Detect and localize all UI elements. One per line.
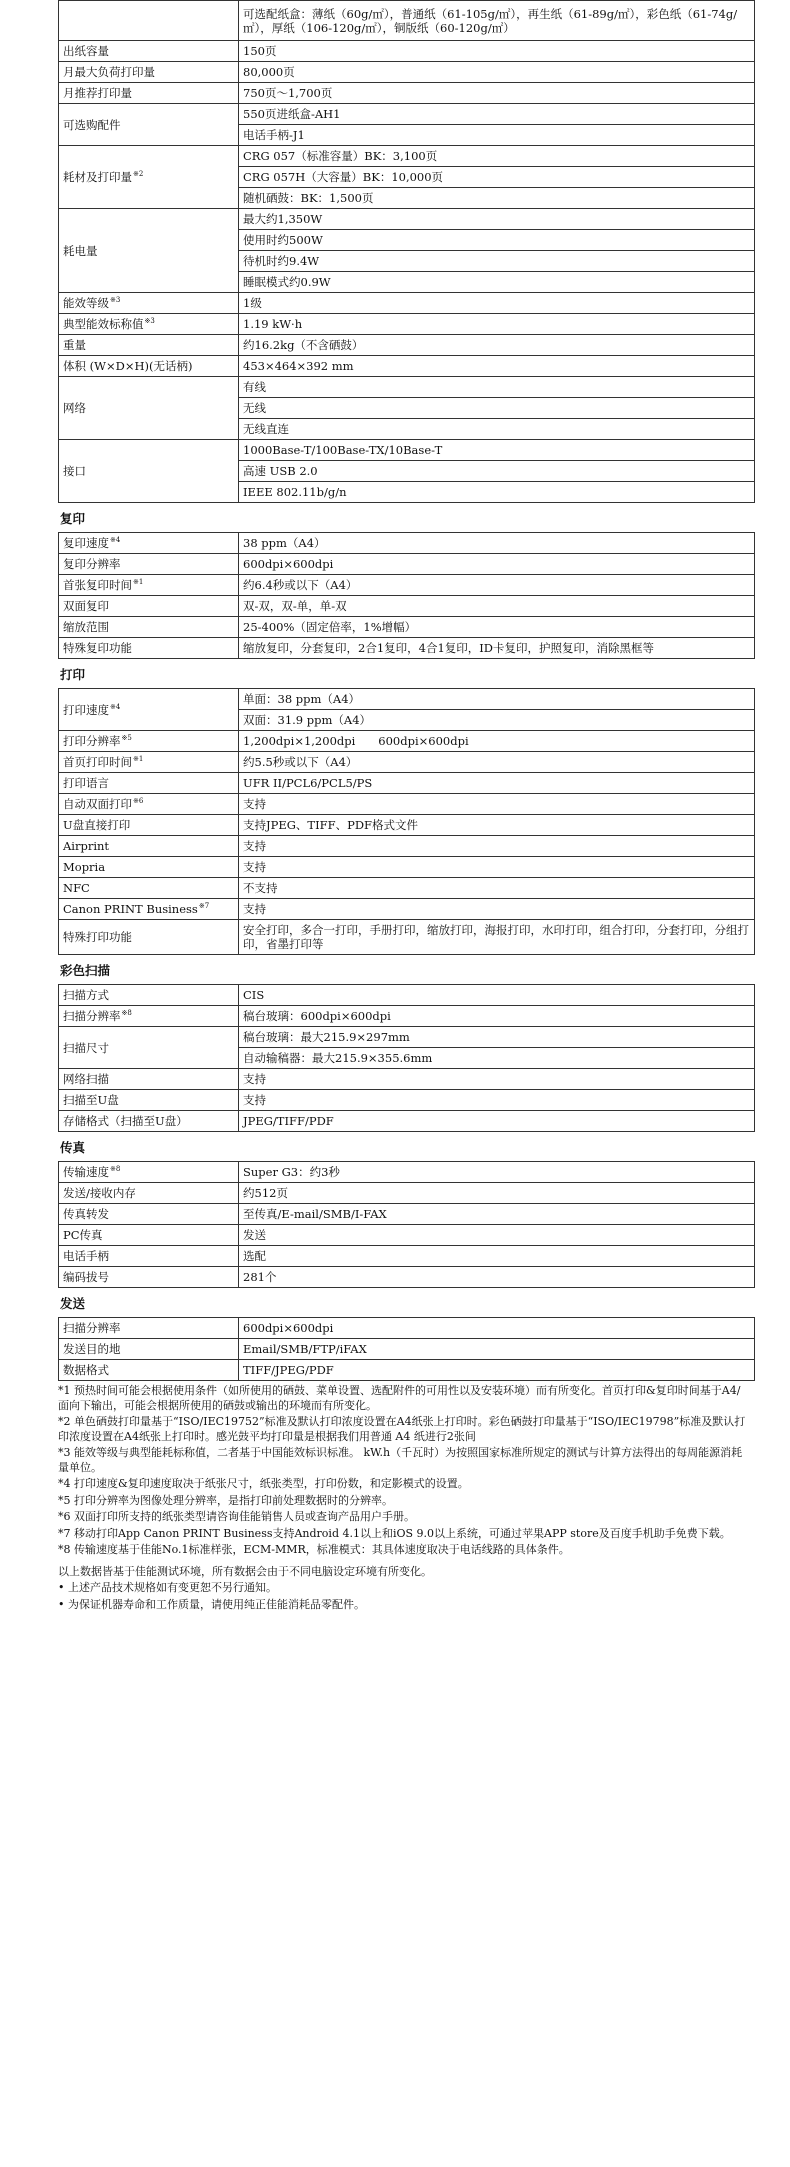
spec-row <box>59 335 755 356</box>
spec-row <box>59 1339 755 1360</box>
spec-row <box>59 209 755 230</box>
spec-label-text: 接口 <box>63 464 86 478</box>
spec-label <box>59 899 239 920</box>
spec-row <box>59 377 755 398</box>
spec-label <box>59 533 239 554</box>
spec-value: 550页进纸盒-AH1 <box>239 104 755 125</box>
spec-label <box>59 985 239 1006</box>
spec-label-text: 扫描分辨率 <box>63 1009 121 1023</box>
spec-sheet <box>58 0 748 1614</box>
spec-value: 待机时约9.4W <box>239 251 755 272</box>
spec-label <box>59 1 239 41</box>
spec-row <box>59 752 755 773</box>
spec-value: 随机硒鼓：BK：1,500页 <box>239 188 755 209</box>
footnote-ref: ※7 <box>198 902 210 911</box>
spec-label <box>59 1318 239 1339</box>
spec-row <box>59 104 755 125</box>
spec-label <box>59 638 239 659</box>
spec-value: CRG 057H（大容量）BK：10,000页 <box>239 167 755 188</box>
spec-label-text: 打印速度 <box>63 702 109 717</box>
spec-label <box>59 1360 239 1381</box>
footnote-ref: ※3 <box>144 317 155 326</box>
spec-label <box>59 335 239 356</box>
spec-row <box>59 857 755 878</box>
spec-label <box>59 104 239 146</box>
spec-value: 453×464×392 mm <box>239 356 755 377</box>
spec-label <box>59 920 239 955</box>
footnote: *4 打印速度&复印速度取决于纸张尺寸，纸张类型，打印份数，和定影模式的设置。 <box>58 1477 469 1490</box>
footnote-ref: ※6 <box>133 797 144 806</box>
spec-label-text: 打印分辨率 <box>63 734 121 748</box>
spec-row <box>59 836 755 857</box>
spec-row <box>59 62 755 83</box>
spec-value: UFR II/PCL6/PCL5/PS <box>239 773 755 794</box>
spec-label-text: 传输速度 <box>63 1165 109 1179</box>
spec-row <box>59 1267 755 1288</box>
spec-value: 支持 <box>239 857 755 878</box>
spec-row <box>59 440 755 461</box>
spec-value: 25-400%（固定倍率，1%增幅） <box>239 617 755 638</box>
spec-label-text: 耗材及打印量 <box>63 170 132 184</box>
section-title-scan: 彩色扫描 <box>60 963 111 978</box>
spec-row <box>59 554 755 575</box>
spec-label-text: 典型能效标称值 <box>63 317 144 331</box>
spec-label <box>59 377 239 440</box>
spec-value: 安全打印，多合一打印，手册打印，缩放打印，海报打印，水印打印，组合打印，分套打印，分组打印，省墨打印等 <box>239 920 755 955</box>
footnotes <box>58 1384 748 1612</box>
spec-row <box>59 815 755 836</box>
spec-label-text: NFC <box>63 881 90 895</box>
footnote-ref: ※4 <box>110 702 121 711</box>
spec-label-text: 首页打印时间 <box>63 755 132 769</box>
spec-label <box>59 62 239 83</box>
spec-label-text: 电话手柄 <box>63 1249 109 1263</box>
spec-row <box>59 985 755 1006</box>
spec-label-text: 耗电量 <box>63 243 98 258</box>
spec-label-text: 网络扫描 <box>63 1072 109 1086</box>
spec-row <box>59 878 755 899</box>
spec-value: 支持 <box>239 899 755 920</box>
spec-value: 双-双，双-单，单-双 <box>239 596 755 617</box>
spec-table-copy <box>58 532 755 659</box>
spec-label <box>59 1027 239 1069</box>
spec-row <box>59 1027 755 1048</box>
spec-label-text: 体积 (W×D×H)(无话柄) <box>63 359 193 373</box>
spec-label <box>59 752 239 773</box>
spec-label <box>59 293 239 314</box>
footnote-ref: ※2 <box>133 170 144 179</box>
spec-label <box>59 1339 239 1360</box>
footnote: *5 打印分辨率为图像处理分辨率，是指打印前处理数据时的分辨率。 <box>58 1493 393 1507</box>
spec-row <box>59 731 755 752</box>
spec-value: Super G3：约3秒 <box>239 1162 755 1183</box>
spec-row <box>59 1162 755 1183</box>
spec-value: 支持 <box>239 836 755 857</box>
spec-value: 无线 <box>239 398 755 419</box>
spec-label-text: 自动双面打印 <box>63 797 132 811</box>
spec-table-send <box>58 1317 755 1381</box>
spec-label <box>59 596 239 617</box>
spec-label <box>59 146 239 209</box>
spec-value: 支持 <box>239 1069 755 1090</box>
spec-row <box>59 689 755 710</box>
spec-value: 选配 <box>239 1246 755 1267</box>
spec-row <box>59 1246 755 1267</box>
spec-label-text: 重量 <box>63 338 86 352</box>
spec-value: 80,000页 <box>239 62 755 83</box>
spec-label <box>59 209 239 293</box>
spec-row <box>59 1090 755 1111</box>
footnote: • 为保证机器寿命和工作质量，请使用纯正佳能消耗品零配件。 <box>58 1597 365 1611</box>
spec-value: 稿台玻璃：最大215.9×297mm <box>239 1027 755 1048</box>
spec-row <box>59 1 755 41</box>
section-title-fax: 传真 <box>60 1140 86 1155</box>
spec-label <box>59 1162 239 1183</box>
spec-label <box>59 773 239 794</box>
spec-value: 发送 <box>239 1225 755 1246</box>
spec-value: 不支持 <box>239 878 755 899</box>
spec-value: 双面：31.9 ppm（A4） <box>239 710 755 731</box>
spec-label-text: 扫描分辨率 <box>63 1321 121 1335</box>
footnote: • 上述产品技术规格如有变更恕不另行通知。 <box>58 1581 277 1594</box>
spec-row <box>59 899 755 920</box>
spec-label <box>59 1006 239 1027</box>
spec-table-fax <box>58 1161 755 1288</box>
spec-label-text: 能效等级 <box>63 296 109 310</box>
spec-value: 281个 <box>239 1267 755 1288</box>
spec-label-text: Canon PRINT Business <box>63 902 198 916</box>
spec-value: 睡眠模式约0.9W <box>239 272 755 293</box>
spec-value: 使用时约500W <box>239 230 755 251</box>
spec-label <box>59 1246 239 1267</box>
spec-label-text: 出纸容量 <box>63 44 109 58</box>
spec-label-text: 特殊打印功能 <box>63 930 132 944</box>
spec-value: 约5.5秒或以下（A4） <box>239 752 755 773</box>
spec-value: 1级 <box>239 293 755 314</box>
spec-label <box>59 617 239 638</box>
spec-value: 1000Base-T/100Base-TX/10Base-T <box>239 440 755 461</box>
spec-row <box>59 293 755 314</box>
spec-row <box>59 83 755 104</box>
spec-value: 支持JPEG、TIFF、PDF格式文件 <box>239 815 755 836</box>
spec-value: JPEG/TIFF/PDF <box>239 1111 755 1132</box>
spec-row <box>59 1006 755 1027</box>
footnote: *2 单色硒鼓打印量基于“ISO/IEC19752”标准及默认打印浓度设置在A4纸张上打印时。彩色硒鼓打印量基于“ISO/IEC19798”标准及默认打印浓度设置在A4纸张上打印时。感光鼓平均打印量是根据我们用普通 A4 纸进行2张间 <box>58 1415 746 1443</box>
spec-label-text: 发送目的地 <box>63 1342 121 1356</box>
spec-label <box>59 857 239 878</box>
spec-row <box>59 1183 755 1204</box>
spec-label-text: 特殊复印功能 <box>63 641 132 655</box>
spec-value: Email/SMB/FTP/iFAX <box>239 1339 755 1360</box>
spec-label <box>59 815 239 836</box>
footnote-ref: ※8 <box>110 1165 121 1174</box>
spec-row <box>59 617 755 638</box>
spec-label-text: 发送/接收内存 <box>63 1186 136 1200</box>
spec-row <box>59 773 755 794</box>
spec-value: CRG 057（标准容量）BK：3,100页 <box>239 146 755 167</box>
spec-value: 有线 <box>239 377 755 398</box>
footnote: *6 双面打印所支持的纸张类型请咨询佳能销售人员或查询产品用户手册。 <box>58 1510 415 1523</box>
spec-label-text: 编码拔号 <box>63 1270 109 1284</box>
spec-label <box>59 83 239 104</box>
spec-value: 自动输稿器：最大215.9×355.6mm <box>239 1048 755 1069</box>
spec-label-text: 复印分辨率 <box>63 557 121 571</box>
spec-label <box>59 41 239 62</box>
spec-label <box>59 794 239 815</box>
spec-label <box>59 1225 239 1246</box>
spec-label-text: 扫描方式 <box>63 988 109 1002</box>
spec-label-text: U盘直接打印 <box>63 818 131 832</box>
section-title-print: 打印 <box>60 667 86 682</box>
spec-label <box>59 1183 239 1204</box>
spec-label-text: 月推荐打印量 <box>63 86 132 100</box>
spec-label-text: Mopria <box>63 860 106 874</box>
spec-row <box>59 146 755 167</box>
spec-table-scan <box>58 984 755 1132</box>
footnote: *7 移动打印App Canon PRINT Business支持Android 4.1以上和iOS 9.0以上系统，可通过苹果APP store及百度手机助手免费下载。 <box>58 1526 731 1540</box>
spec-value: TIFF/JPEG/PDF <box>239 1360 755 1381</box>
spec-value: 750页～1,700页 <box>239 83 755 104</box>
spec-value: 600dpi×600dpi <box>239 1318 755 1339</box>
spec-value: 38 ppm（A4） <box>239 533 755 554</box>
spec-value: 电话手柄-J1 <box>239 125 755 146</box>
spec-value: 无线直连 <box>239 419 755 440</box>
spec-row <box>59 1318 755 1339</box>
footnote-ref: ※5 <box>121 734 132 743</box>
spec-label-text: 扫描尺寸 <box>63 1040 109 1055</box>
spec-label <box>59 440 239 503</box>
footnote: *3 能效等级与典型能耗标称值，二者基于中国能效标识标准。 kW.h（千瓦时）为按照国家标准所规定的测试与计算方法得出的每周能源消耗量单位。 <box>58 1446 743 1474</box>
spec-value: 600dpi×600dpi <box>239 554 755 575</box>
footnote: *8 传输速度基于佳能No.1标准样张，ECM-MMR，标准模式：其具体速度取决于电话线路的具体条件。 <box>58 1543 570 1556</box>
spec-value: 高速 USB 2.0 <box>239 461 755 482</box>
spec-row <box>59 794 755 815</box>
spec-label-text: 缩放范围 <box>63 620 109 634</box>
spec-row <box>59 1360 755 1381</box>
spec-label-text: 存储格式（扫描至U盘） <box>63 1114 188 1128</box>
spec-label-text: 数据格式 <box>63 1363 109 1377</box>
footnote-ref: ※1 <box>133 755 144 764</box>
spec-value: 1.19 kW·h <box>239 314 755 335</box>
spec-label <box>59 1069 239 1090</box>
spec-row <box>59 638 755 659</box>
spec-row <box>59 920 755 955</box>
footnote-ref: ※1 <box>133 578 144 587</box>
spec-value: 单面：38 ppm（A4） <box>239 689 755 710</box>
section-title-send: 发送 <box>60 1296 86 1311</box>
spec-value: 约512页 <box>239 1183 755 1204</box>
spec-table-general <box>58 0 755 503</box>
spec-label <box>59 356 239 377</box>
spec-label <box>59 731 239 752</box>
spec-value: CIS <box>239 985 755 1006</box>
spec-label-text: Airprint <box>63 839 110 853</box>
spec-label-text: 传真转发 <box>63 1207 109 1221</box>
spec-label <box>59 1204 239 1225</box>
spec-row <box>59 533 755 554</box>
spec-row <box>59 41 755 62</box>
footnote: 以上数据皆基于佳能测试环境，所有数据会由于不同电脑设定环境有所变化。 <box>58 1564 432 1578</box>
spec-row <box>59 596 755 617</box>
spec-value: 最大约1,350W <box>239 209 755 230</box>
footnote-ref: ※8 <box>121 1009 132 1018</box>
spec-label <box>59 1090 239 1111</box>
spec-row <box>59 575 755 596</box>
spec-label <box>59 314 239 335</box>
spec-label-text: 扫描至U盘 <box>63 1093 119 1107</box>
spec-table-print <box>58 688 755 955</box>
spec-label-text: 首张复印时间 <box>63 578 132 592</box>
spec-value: IEEE 802.11b/g/n <box>239 482 755 503</box>
spec-value: 150页 <box>239 41 755 62</box>
spec-label <box>59 1267 239 1288</box>
spec-row <box>59 1111 755 1132</box>
footnote-ref: ※4 <box>110 536 121 545</box>
spec-value: 可选配纸盒：薄纸（60g/㎡），普通纸（61-105g/㎡），再生纸（61-89g/㎡），彩色纸（61-74g/㎡），厚纸（106-120g/㎡），铜版纸（60-120g/㎡） <box>239 1 755 41</box>
spec-label <box>59 575 239 596</box>
spec-value: 约16.2kg（不含硒鼓） <box>239 335 755 356</box>
spec-value: 约6.4秒或以下（A4） <box>239 575 755 596</box>
spec-label-text: 双面复印 <box>63 599 109 613</box>
spec-label-text: PC传真 <box>63 1228 103 1242</box>
spec-value: 缩放复印，分套复印，2合1复印，4合1复印，ID卡复印，护照复印，消除黑框等 <box>239 638 755 659</box>
spec-row <box>59 314 755 335</box>
spec-value: 支持 <box>239 1090 755 1111</box>
spec-label-text: 网络 <box>63 401 86 415</box>
spec-label-text: 复印速度 <box>63 536 109 550</box>
spec-label-text: 打印语言 <box>63 776 109 790</box>
spec-label <box>59 554 239 575</box>
spec-row <box>59 1204 755 1225</box>
spec-label <box>59 878 239 899</box>
spec-value: 稿台玻璃：600dpi×600dpi <box>239 1006 755 1027</box>
spec-value: 1,200dpi×1,200dpi 600dpi×600dpi <box>239 731 755 752</box>
spec-value: 至传真/E-mail/SMB/I-FAX <box>239 1204 755 1225</box>
spec-row <box>59 1069 755 1090</box>
spec-label <box>59 689 239 731</box>
spec-value: 支持 <box>239 794 755 815</box>
spec-label <box>59 1111 239 1132</box>
spec-label-text: 可选购配件 <box>63 117 121 132</box>
spec-row <box>59 1225 755 1246</box>
spec-row <box>59 356 755 377</box>
spec-label-text: 月最大负荷打印量 <box>63 65 155 79</box>
footnote-ref: ※3 <box>110 296 121 305</box>
footnote: *1 预热时间可能会根据使用条件（如所使用的硒鼓、菜单设置、选配附件的可用性以及安装环境）而有所变化。首页打印&复印时间基于A4/面向下输出，可能会根据所使用的硒鼓或输出的环境而有所变化。 <box>58 1384 741 1412</box>
spec-label <box>59 836 239 857</box>
section-title-copy: 复印 <box>60 511 86 526</box>
